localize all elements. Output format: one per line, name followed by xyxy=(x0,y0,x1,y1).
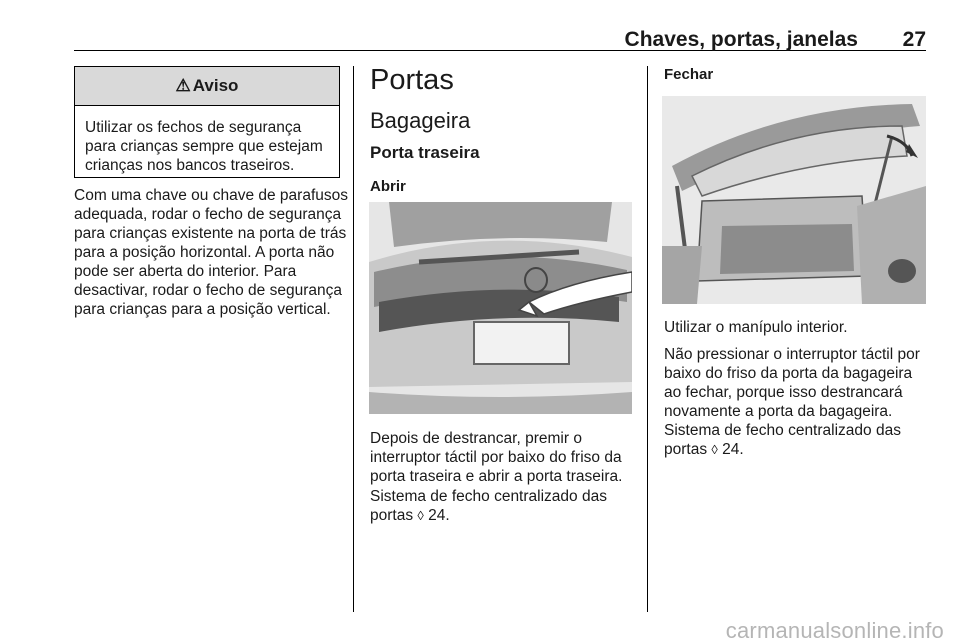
section-heading: Portas xyxy=(370,64,454,96)
warning-header xyxy=(75,67,339,106)
warning-title: Aviso xyxy=(192,76,239,95)
page-reference[interactable]: 24. xyxy=(423,507,450,524)
page-header xyxy=(74,0,926,51)
touch-switch-note: Não pressionar o interruptor táctil por baixo do friso da porta da bagageira ao fechar, porque isso destrancará novamente a porta da bagageira. xyxy=(664,346,920,420)
topic-heading: Porta traseira xyxy=(370,143,480,162)
close-instructions: Utilizar o manípulo interior. xyxy=(664,319,848,336)
central-locking-text: Sistema de fecho centralizado das portas xyxy=(664,422,901,458)
subsection-heading: Bagageira xyxy=(370,108,471,133)
central-locking-ref xyxy=(370,487,638,525)
page-reference[interactable]: 24. xyxy=(717,441,744,458)
warning-icon: ⚠ xyxy=(175,76,191,95)
central-locking-text: Sistema de fecho centralizado das portas xyxy=(370,488,607,524)
warning-box xyxy=(74,66,340,178)
close-heading: Fechar xyxy=(664,66,714,83)
chapter-title: Chaves, portas, janelas xyxy=(624,28,858,51)
page-reference-icon: ◊ xyxy=(711,442,718,457)
watermark: carmanualsonline.info xyxy=(725,618,944,643)
column-divider xyxy=(353,66,354,612)
central-locking-ref xyxy=(664,421,930,459)
page-number: 27 xyxy=(902,28,926,51)
child-lock-paragraph: Com uma chave ou chave de parafusos adequada, rodar o fecho de segurança para crianças existente na porta de trás para a posição horizontal. A porta não pode ser aberta do interior. Para desactivar, rodar o fecho de segurança para crianças para a posição vertical. xyxy=(74,187,348,318)
open-heading: Abrir xyxy=(370,178,406,195)
tailgate-close-illustration xyxy=(662,96,926,304)
warning-text: Utilizar os fechos de segurança para crianças sempre que estejam crianças nos bancos traseiros. xyxy=(85,119,323,174)
tailgate-open-illustration xyxy=(369,202,632,414)
page-reference-icon: ◊ xyxy=(417,508,424,523)
open-instructions: Depois de destrancar, premir o interruptor táctil por baixo do friso da porta traseira e abrir a porta traseira. xyxy=(370,430,623,485)
column-divider xyxy=(647,66,648,612)
